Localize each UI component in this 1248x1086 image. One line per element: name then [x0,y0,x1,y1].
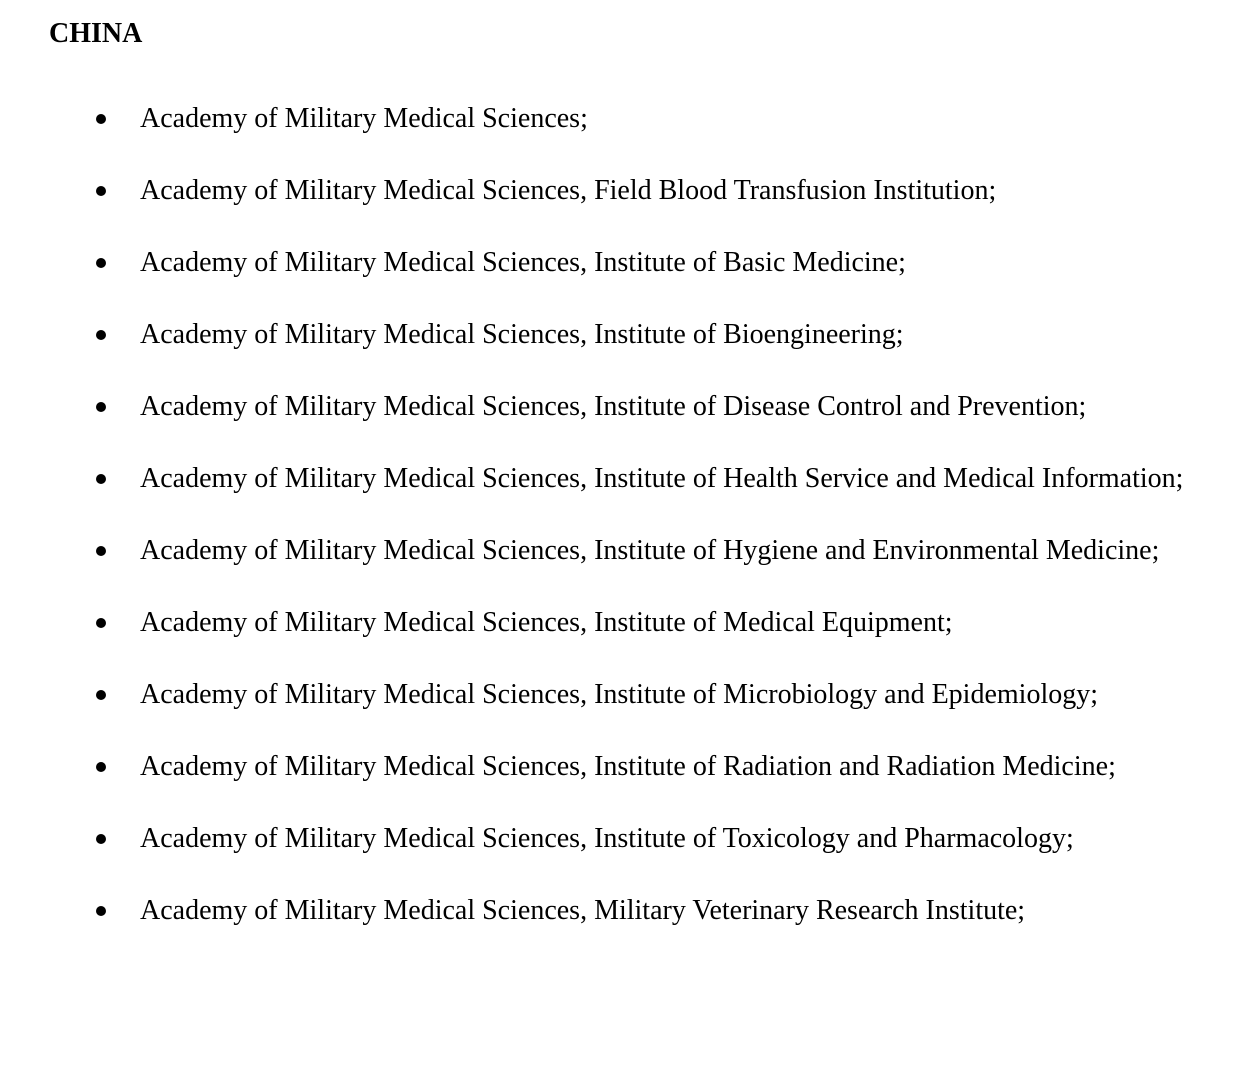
list-item [0,588,1240,658]
section-heading: CHINA [49,18,143,49]
bullet-icon [96,330,106,340]
list-item-text: Academy of Military Medical Sciences, Institute of Basic Medicine; [140,247,906,278]
list-item [0,732,1240,802]
bullet-icon [96,906,106,916]
institution-list [0,84,1240,948]
list-item [0,660,1240,730]
bullet-icon [96,618,106,628]
list-item [0,876,1240,946]
list-item [0,156,1240,226]
list-item-text: Academy of Military Medical Sciences, Institute of Radiation and Radiation Medicine; [140,751,1116,782]
bullet-icon [96,690,106,700]
bullet-icon [96,474,106,484]
bullet-icon [96,546,106,556]
bullet-icon [96,762,106,772]
list-item-text: Academy of Military Medical Sciences, Institute of Toxicology and Pharmacology; [140,823,1074,854]
list-item [0,804,1240,874]
list-item-text: Academy of Military Medical Sciences, Institute of Disease Control and Prevention; [140,391,1087,422]
list-item [0,84,1240,154]
list-item [0,300,1240,370]
list-item-text: Academy of Military Medical Sciences, Institute of Microbiology and Epidemiology; [140,679,1099,710]
bullet-icon [96,402,106,412]
bullet-icon [96,258,106,268]
list-item-text: Academy of Military Medical Sciences, Institute of Hygiene and Environmental Medicine; [140,535,1160,566]
list-item-text: Academy of Military Medical Sciences, Military Veterinary Research Institute; [140,895,1026,926]
list-item-text: Academy of Military Medical Sciences, Institute of Medical Equipment; [140,607,953,638]
list-item-text: Academy of Military Medical Sciences, Field Blood Transfusion Institution; [140,175,997,206]
list-item [0,228,1240,298]
list-item-text: Academy of Military Medical Sciences; [140,103,588,134]
bullet-icon [96,834,106,844]
list-item [0,444,1240,514]
bullet-icon [96,114,106,124]
list-item-text: Academy of Military Medical Sciences, Institute of Health Service and Medical Information; [140,463,1184,494]
list-item-text: Academy of Military Medical Sciences, Institute of Bioengineering; [140,319,904,350]
bullet-icon [96,186,106,196]
list-item [0,372,1240,442]
list-item [0,516,1240,586]
